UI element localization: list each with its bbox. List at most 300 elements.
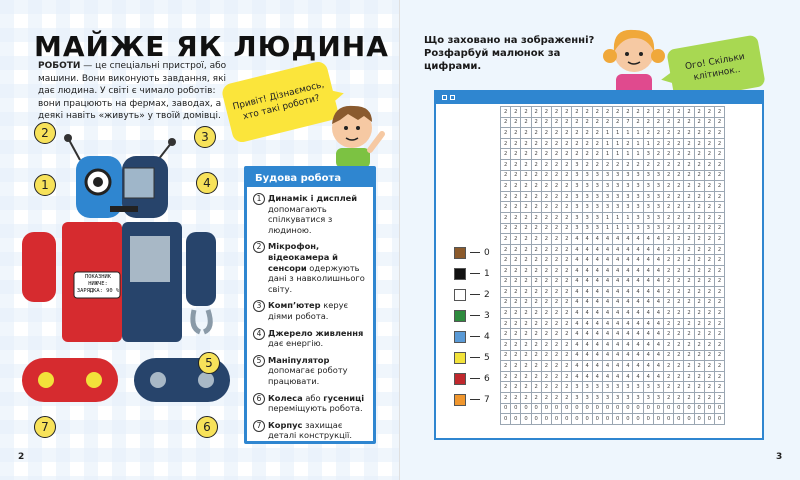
grid-cell[interactable]: 2: [562, 212, 572, 223]
grid-cell[interactable]: 3: [572, 382, 582, 393]
grid-cell[interactable]: 2: [694, 128, 704, 139]
grid-cell[interactable]: 2: [531, 340, 541, 351]
grid-cell[interactable]: 3: [602, 393, 612, 404]
grid-cell[interactable]: 3: [592, 170, 602, 181]
grid-cell[interactable]: 2: [562, 287, 572, 298]
grid-cell[interactable]: 2: [664, 350, 674, 361]
grid-cell[interactable]: 2: [664, 234, 674, 245]
grid-cell[interactable]: 0: [684, 403, 694, 414]
grid-cell[interactable]: 2: [653, 107, 663, 118]
grid-cell[interactable]: 2: [694, 212, 704, 223]
grid-cell[interactable]: 2: [694, 159, 704, 170]
grid-cell[interactable]: 4: [653, 265, 663, 276]
grid-cell[interactable]: 2: [521, 318, 531, 329]
grid-cell[interactable]: 2: [541, 191, 551, 202]
grid-cell[interactable]: 2: [562, 371, 572, 382]
grid-cell[interactable]: 2: [501, 361, 511, 372]
grid-cell[interactable]: 2: [684, 202, 694, 213]
grid-cell[interactable]: 2: [541, 382, 551, 393]
grid-cell[interactable]: 0: [531, 403, 541, 414]
grid-cell[interactable]: 2: [694, 340, 704, 351]
grid-cell[interactable]: 2: [694, 361, 704, 372]
grid-cell[interactable]: 2: [521, 308, 531, 319]
grid-cell[interactable]: 2: [694, 329, 704, 340]
grid-cell[interactable]: 4: [572, 244, 582, 255]
grid-cell[interactable]: 2: [592, 149, 602, 160]
grid-cell[interactable]: 2: [562, 159, 572, 170]
grid-cell[interactable]: 2: [501, 234, 511, 245]
grid-cell[interactable]: 2: [551, 350, 561, 361]
grid-cell[interactable]: 4: [582, 340, 592, 351]
grid-cell[interactable]: 2: [551, 234, 561, 245]
grid-cell[interactable]: 1: [613, 212, 623, 223]
grid-cell[interactable]: 2: [511, 276, 521, 287]
grid-cell[interactable]: 2: [551, 202, 561, 213]
grid-cell[interactable]: 2: [684, 244, 694, 255]
grid-cell[interactable]: 2: [674, 159, 684, 170]
grid-cell[interactable]: 3: [653, 212, 663, 223]
grid-cell[interactable]: 1: [613, 128, 623, 139]
grid-cell[interactable]: 2: [684, 382, 694, 393]
grid-cell[interactable]: 0: [592, 403, 602, 414]
grid-cell[interactable]: 4: [592, 361, 602, 372]
grid-cell[interactable]: 0: [653, 403, 663, 414]
grid-cell[interactable]: 4: [653, 371, 663, 382]
grid-cell[interactable]: 2: [694, 223, 704, 234]
grid-cell[interactable]: 4: [592, 318, 602, 329]
grid-cell[interactable]: 1: [633, 138, 643, 149]
grid-cell[interactable]: 4: [602, 265, 612, 276]
grid-cell[interactable]: 2: [592, 107, 602, 118]
grid-cell[interactable]: 3: [582, 212, 592, 223]
grid-cell[interactable]: 4: [623, 255, 633, 266]
grid-cell[interactable]: 0: [664, 414, 674, 425]
grid-cell[interactable]: 2: [674, 202, 684, 213]
grid-cell[interactable]: 2: [664, 371, 674, 382]
grid-cell[interactable]: 2: [531, 234, 541, 245]
grid-cell[interactable]: 2: [501, 138, 511, 149]
grid-cell[interactable]: 2: [562, 181, 572, 192]
grid-cell[interactable]: 0: [572, 414, 582, 425]
grid-cell[interactable]: 4: [613, 244, 623, 255]
grid-cell[interactable]: 2: [521, 191, 531, 202]
grid-cell[interactable]: 3: [653, 170, 663, 181]
grid-cell[interactable]: 2: [541, 361, 551, 372]
grid-cell[interactable]: 2: [684, 350, 694, 361]
grid-cell[interactable]: 4: [623, 371, 633, 382]
grid-cell[interactable]: 2: [501, 149, 511, 160]
grid-cell[interactable]: 4: [582, 361, 592, 372]
grid-cell[interactable]: 3: [653, 181, 663, 192]
grid-cell[interactable]: 2: [582, 107, 592, 118]
grid-cell[interactable]: 2: [714, 329, 724, 340]
grid-cell[interactable]: 2: [714, 149, 724, 160]
grid-cell[interactable]: 2: [531, 212, 541, 223]
grid-cell[interactable]: 4: [653, 361, 663, 372]
grid-cell[interactable]: 3: [653, 223, 663, 234]
grid-cell[interactable]: 3: [613, 170, 623, 181]
grid-cell[interactable]: 2: [501, 181, 511, 192]
grid-cell[interactable]: 2: [562, 393, 572, 404]
grid-cell[interactable]: 2: [684, 212, 694, 223]
grid-cell[interactable]: 2: [562, 382, 572, 393]
grid-cell[interactable]: 2: [551, 128, 561, 139]
grid-cell[interactable]: 3: [592, 202, 602, 213]
grid-cell[interactable]: 2: [664, 297, 674, 308]
grid-cell[interactable]: 2: [551, 318, 561, 329]
grid-cell[interactable]: 2: [511, 191, 521, 202]
grid-cell[interactable]: 2: [704, 276, 714, 287]
grid-cell[interactable]: 3: [653, 393, 663, 404]
grid-cell[interactable]: 2: [531, 350, 541, 361]
grid-cell[interactable]: 2: [674, 244, 684, 255]
grid-cell[interactable]: 0: [582, 414, 592, 425]
grid-cell[interactable]: 0: [572, 403, 582, 414]
grid-cell[interactable]: 1: [633, 149, 643, 160]
grid-cell[interactable]: 0: [664, 403, 674, 414]
grid-cell[interactable]: 2: [521, 371, 531, 382]
grid-cell[interactable]: 0: [602, 403, 612, 414]
grid-cell[interactable]: 3: [592, 223, 602, 234]
grid-cell[interactable]: 1: [633, 128, 643, 139]
grid-cell[interactable]: 2: [562, 361, 572, 372]
grid-cell[interactable]: 2: [521, 170, 531, 181]
grid-cell[interactable]: 4: [623, 244, 633, 255]
grid-cell[interactable]: 2: [633, 107, 643, 118]
grid-cell[interactable]: 2: [714, 255, 724, 266]
grid-cell[interactable]: 2: [562, 234, 572, 245]
grid-cell[interactable]: 0: [613, 403, 623, 414]
grid-cell[interactable]: 2: [674, 117, 684, 128]
grid-cell[interactable]: 2: [562, 128, 572, 139]
grid-cell[interactable]: 2: [704, 329, 714, 340]
grid-cell[interactable]: 2: [562, 244, 572, 255]
grid-cell[interactable]: 2: [714, 265, 724, 276]
grid-cell[interactable]: 3: [623, 202, 633, 213]
grid-cell[interactable]: 2: [501, 308, 511, 319]
grid-cell[interactable]: 2: [551, 287, 561, 298]
grid-cell[interactable]: 1: [613, 138, 623, 149]
grid-cell[interactable]: 2: [714, 361, 724, 372]
grid-cell[interactable]: 2: [694, 308, 704, 319]
grid-cell[interactable]: 2: [674, 234, 684, 245]
grid-cell[interactable]: 2: [531, 181, 541, 192]
grid-cell[interactable]: 2: [501, 170, 511, 181]
grid-cell[interactable]: 2: [501, 340, 511, 351]
grid-cell[interactable]: 4: [592, 255, 602, 266]
grid-cell[interactable]: 2: [541, 212, 551, 223]
grid-cell[interactable]: 2: [714, 107, 724, 118]
grid-cell[interactable]: 4: [602, 255, 612, 266]
grid-cell[interactable]: 2: [521, 212, 531, 223]
grid-cell[interactable]: 3: [623, 181, 633, 192]
grid-cell[interactable]: 2: [562, 318, 572, 329]
grid-cell[interactable]: 4: [643, 234, 653, 245]
grid-cell[interactable]: 4: [602, 329, 612, 340]
grid-cell[interactable]: 4: [613, 265, 623, 276]
grid-cell[interactable]: 2: [704, 191, 714, 202]
grid-cell[interactable]: 2: [541, 276, 551, 287]
grid-cell[interactable]: 2: [714, 276, 724, 287]
grid-cell[interactable]: 0: [674, 414, 684, 425]
grid-cell[interactable]: 4: [633, 361, 643, 372]
grid-cell[interactable]: 2: [643, 128, 653, 139]
grid-cell[interactable]: 4: [613, 340, 623, 351]
grid-cell[interactable]: 2: [572, 107, 582, 118]
grid-cell[interactable]: 2: [551, 393, 561, 404]
grid-cell[interactable]: 2: [501, 265, 511, 276]
grid-cell[interactable]: 2: [664, 191, 674, 202]
grid-cell[interactable]: 2: [674, 128, 684, 139]
grid-cell[interactable]: 2: [623, 107, 633, 118]
grid-cell[interactable]: 3: [643, 191, 653, 202]
grid-cell[interactable]: 2: [704, 361, 714, 372]
grid-cell[interactable]: 0: [562, 403, 572, 414]
grid-cell[interactable]: 3: [572, 223, 582, 234]
grid-cell[interactable]: 2: [562, 297, 572, 308]
grid-cell[interactable]: 4: [623, 329, 633, 340]
grid-cell[interactable]: 3: [602, 170, 612, 181]
grid-cell[interactable]: 4: [572, 287, 582, 298]
grid-cell[interactable]: 2: [562, 138, 572, 149]
grid-cell[interactable]: 4: [582, 234, 592, 245]
grid-cell[interactable]: 2: [531, 117, 541, 128]
grid-cell[interactable]: 4: [633, 308, 643, 319]
grid-cell[interactable]: 2: [714, 202, 724, 213]
grid-cell[interactable]: 4: [602, 287, 612, 298]
grid-cell[interactable]: 4: [613, 371, 623, 382]
grid-cell[interactable]: 2: [674, 350, 684, 361]
grid-cell[interactable]: 3: [633, 170, 643, 181]
grid-cell[interactable]: 2: [704, 234, 714, 245]
grid-cell[interactable]: 4: [613, 329, 623, 340]
grid-cell[interactable]: 0: [541, 403, 551, 414]
grid-cell[interactable]: 3: [633, 382, 643, 393]
grid-cell[interactable]: 2: [674, 329, 684, 340]
grid-cell[interactable]: 2: [633, 159, 643, 170]
grid-cell[interactable]: 2: [613, 159, 623, 170]
grid-cell[interactable]: 2: [704, 223, 714, 234]
grid-cell[interactable]: 2: [674, 340, 684, 351]
grid-cell[interactable]: 2: [511, 170, 521, 181]
grid-cell[interactable]: 2: [694, 191, 704, 202]
grid-cell[interactable]: 4: [602, 361, 612, 372]
grid-cell[interactable]: 2: [551, 191, 561, 202]
grid-cell[interactable]: 4: [643, 329, 653, 340]
grid-cell[interactable]: 3: [623, 170, 633, 181]
grid-cell[interactable]: 2: [643, 159, 653, 170]
grid-cell[interactable]: 4: [643, 287, 653, 298]
grid-cell[interactable]: 2: [511, 371, 521, 382]
grid-cell[interactable]: 2: [643, 107, 653, 118]
grid-cell[interactable]: 2: [694, 170, 704, 181]
grid-cell[interactable]: 2: [531, 318, 541, 329]
grid-cell[interactable]: 4: [582, 276, 592, 287]
grid-cell[interactable]: 2: [684, 329, 694, 340]
grid-cell[interactable]: 2: [572, 117, 582, 128]
grid-cell[interactable]: 4: [633, 329, 643, 340]
grid-cell[interactable]: 4: [643, 340, 653, 351]
grid-cell[interactable]: 2: [613, 107, 623, 118]
grid-cell[interactable]: 2: [521, 244, 531, 255]
grid-cell[interactable]: 2: [684, 107, 694, 118]
grid-cell[interactable]: 2: [511, 128, 521, 139]
grid-cell[interactable]: 2: [694, 255, 704, 266]
grid-cell[interactable]: 4: [582, 371, 592, 382]
grid-cell[interactable]: 2: [704, 244, 714, 255]
grid-cell[interactable]: 3: [602, 191, 612, 202]
grid-cell[interactable]: 2: [521, 149, 531, 160]
grid-cell[interactable]: 4: [653, 308, 663, 319]
grid-cell[interactable]: 2: [541, 297, 551, 308]
grid-cell[interactable]: 2: [714, 170, 724, 181]
grid-cell[interactable]: 2: [551, 255, 561, 266]
grid-cell[interactable]: 2: [562, 276, 572, 287]
grid-cell[interactable]: 2: [531, 308, 541, 319]
grid-cell[interactable]: 2: [664, 318, 674, 329]
grid-cell[interactable]: 3: [653, 202, 663, 213]
grid-cell[interactable]: 2: [501, 276, 511, 287]
grid-cell[interactable]: 2: [511, 265, 521, 276]
grid-cell[interactable]: 2: [664, 138, 674, 149]
grid-cell[interactable]: 2: [551, 340, 561, 351]
grid-cell[interactable]: 1: [602, 223, 612, 234]
grid-cell[interactable]: 2: [674, 276, 684, 287]
grid-cell[interactable]: 2: [501, 350, 511, 361]
grid-cell[interactable]: 2: [674, 308, 684, 319]
grid-cell[interactable]: 2: [511, 212, 521, 223]
grid-cell[interactable]: 0: [714, 403, 724, 414]
grid-cell[interactable]: 4: [602, 340, 612, 351]
grid-cell[interactable]: 2: [562, 107, 572, 118]
grid-cell[interactable]: 2: [521, 107, 531, 118]
grid-cell[interactable]: 2: [501, 393, 511, 404]
grid-cell[interactable]: 2: [664, 255, 674, 266]
grid-cell[interactable]: 2: [562, 170, 572, 181]
grid-cell[interactable]: 2: [521, 138, 531, 149]
grid-cell[interactable]: 0: [714, 414, 724, 425]
grid-cell[interactable]: 0: [633, 403, 643, 414]
grid-cell[interactable]: 2: [562, 265, 572, 276]
grid-cell[interactable]: 0: [592, 414, 602, 425]
grid-cell[interactable]: 2: [694, 181, 704, 192]
grid-cell[interactable]: 4: [592, 276, 602, 287]
grid-cell[interactable]: 2: [551, 244, 561, 255]
grid-cell[interactable]: 2: [684, 191, 694, 202]
grid-cell[interactable]: 3: [623, 393, 633, 404]
grid-cell[interactable]: 2: [694, 350, 704, 361]
grid-cell[interactable]: 2: [613, 117, 623, 128]
grid-cell[interactable]: 2: [541, 340, 551, 351]
grid-cell[interactable]: 2: [664, 149, 674, 160]
grid-cell[interactable]: 2: [511, 340, 521, 351]
grid-cell[interactable]: 3: [572, 191, 582, 202]
grid-cell[interactable]: 4: [602, 350, 612, 361]
grid-cell[interactable]: 4: [633, 255, 643, 266]
grid-cell[interactable]: 3: [572, 170, 582, 181]
grid-cell[interactable]: 2: [704, 371, 714, 382]
grid-cell[interactable]: 2: [511, 350, 521, 361]
grid-cell[interactable]: 2: [664, 202, 674, 213]
grid-cell[interactable]: 4: [613, 361, 623, 372]
grid-cell[interactable]: 1: [602, 149, 612, 160]
grid-cell[interactable]: 2: [714, 287, 724, 298]
grid-cell[interactable]: 2: [562, 223, 572, 234]
grid-cell[interactable]: 4: [592, 340, 602, 351]
grid-cell[interactable]: 2: [674, 265, 684, 276]
grid-cell[interactable]: 3: [592, 191, 602, 202]
grid-cell[interactable]: 1: [602, 138, 612, 149]
grid-cell[interactable]: 2: [704, 318, 714, 329]
grid-cell[interactable]: 2: [674, 107, 684, 118]
grid-cell[interactable]: 4: [643, 308, 653, 319]
grid-cell[interactable]: 3: [582, 191, 592, 202]
grid-cell[interactable]: 3: [643, 393, 653, 404]
grid-cell[interactable]: 2: [521, 255, 531, 266]
grid-cell[interactable]: 3: [592, 212, 602, 223]
grid-cell[interactable]: 2: [704, 382, 714, 393]
grid-cell[interactable]: 2: [511, 393, 521, 404]
grid-cell[interactable]: 4: [592, 265, 602, 276]
grid-cell[interactable]: 4: [572, 265, 582, 276]
grid-cell[interactable]: 2: [714, 159, 724, 170]
grid-cell[interactable]: 2: [704, 297, 714, 308]
grid-cell[interactable]: 2: [714, 382, 724, 393]
grid-cell[interactable]: 2: [602, 107, 612, 118]
grid-cell[interactable]: 4: [572, 361, 582, 372]
grid-cell[interactable]: 4: [572, 318, 582, 329]
grid-cell[interactable]: 2: [694, 149, 704, 160]
grid-cell[interactable]: 2: [653, 128, 663, 139]
grid-cell[interactable]: 2: [551, 181, 561, 192]
grid-cell[interactable]: 4: [633, 371, 643, 382]
grid-cell[interactable]: 4: [643, 318, 653, 329]
grid-cell[interactable]: 4: [572, 234, 582, 245]
grid-cell[interactable]: 2: [572, 138, 582, 149]
grid-cell[interactable]: 2: [541, 138, 551, 149]
grid-cell[interactable]: 2: [521, 340, 531, 351]
grid-cell[interactable]: 0: [521, 414, 531, 425]
grid-cell[interactable]: 2: [541, 117, 551, 128]
grid-cell[interactable]: 4: [643, 276, 653, 287]
grid-cell[interactable]: 0: [582, 403, 592, 414]
grid-cell[interactable]: 2: [551, 276, 561, 287]
grid-cell[interactable]: 2: [714, 223, 724, 234]
grid-cell[interactable]: 1: [623, 223, 633, 234]
grid-cell[interactable]: 2: [674, 212, 684, 223]
grid-cell[interactable]: 2: [511, 223, 521, 234]
grid-cell[interactable]: 4: [613, 297, 623, 308]
grid-cell[interactable]: 2: [674, 287, 684, 298]
grid-cell[interactable]: 2: [501, 107, 511, 118]
grid-cell[interactable]: 2: [684, 117, 694, 128]
grid-cell[interactable]: 2: [704, 181, 714, 192]
grid-cell[interactable]: 2: [531, 255, 541, 266]
grid-cell[interactable]: 4: [582, 308, 592, 319]
grid-cell[interactable]: 4: [653, 255, 663, 266]
grid-cell[interactable]: 2: [684, 308, 694, 319]
grid-cell[interactable]: 2: [592, 159, 602, 170]
grid-cell[interactable]: 2: [714, 117, 724, 128]
grid-cell[interactable]: 2: [694, 265, 704, 276]
grid-cell[interactable]: 4: [613, 308, 623, 319]
grid-cell[interactable]: 4: [572, 276, 582, 287]
grid-cell[interactable]: 2: [501, 297, 511, 308]
grid-cell[interactable]: 2: [511, 318, 521, 329]
grid-cell[interactable]: 2: [541, 202, 551, 213]
grid-cell[interactable]: 4: [623, 308, 633, 319]
grid-cell[interactable]: 3: [572, 181, 582, 192]
